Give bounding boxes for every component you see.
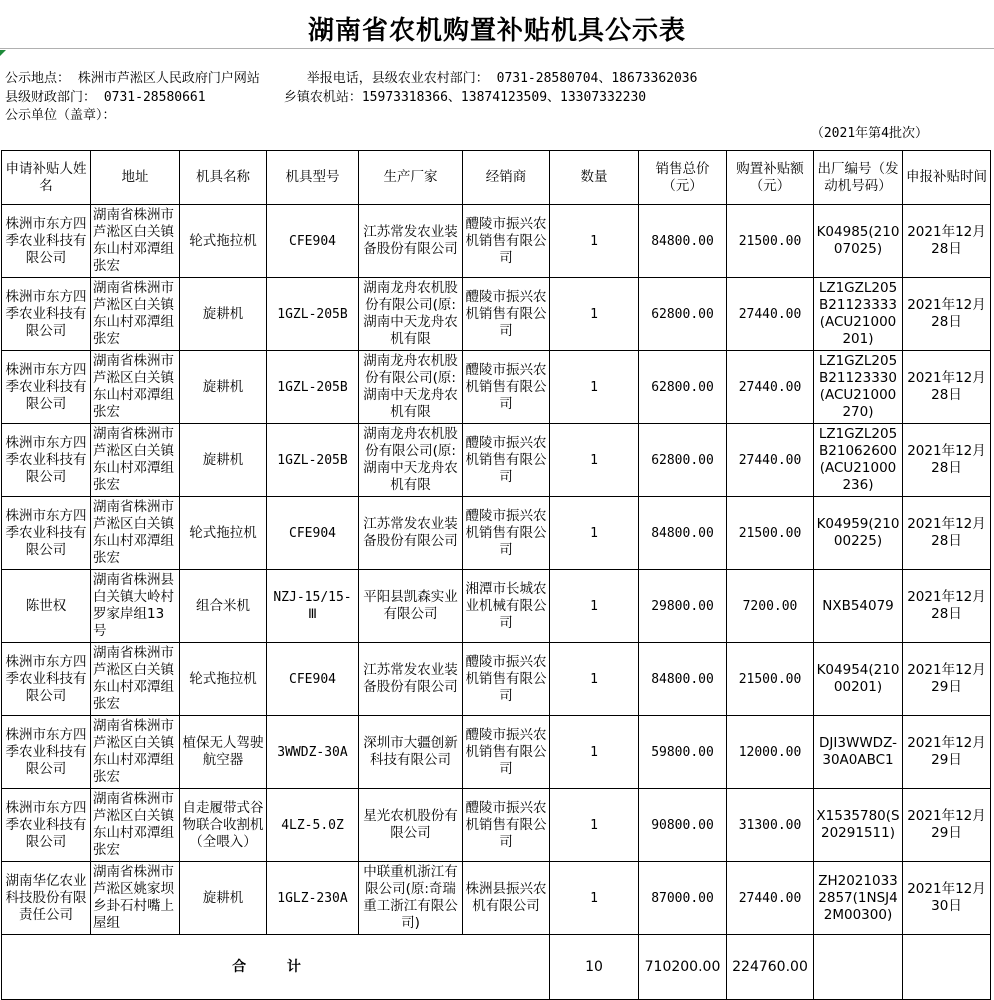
cell-manufacturer xyxy=(359,789,463,862)
cell-model: CFE904 xyxy=(267,643,359,716)
cell-model: CFE904 xyxy=(267,205,359,278)
cell-quantity: 1 xyxy=(550,205,639,278)
cell-dealer xyxy=(463,716,550,789)
header-serial: 出厂编号（发动机号码） xyxy=(814,151,903,205)
cell-serial: X1535780(S20291511) xyxy=(814,789,903,862)
header-machine-name: 机具名称 xyxy=(180,151,267,205)
cell-address-text: 湖南省株洲市芦淞区姚家坝乡卦石村嘴上屋组 xyxy=(93,864,174,931)
cell-machine-name: 轮式拖拉机 xyxy=(180,205,267,278)
cell-dealer-text: 醴陵市振兴农机销售有限公司 xyxy=(465,726,547,777)
cell-applicant: 湖南华亿农业科技股份有限责任公司 xyxy=(2,862,91,935)
cell-manufacturer-text: 平阳县凯森实业有限公司 xyxy=(363,589,458,622)
cell-manufacturer-text: 星光农机股份有限公司 xyxy=(363,808,458,841)
cell-sales-price: 62800.00 xyxy=(639,351,727,424)
table-row xyxy=(2,789,991,862)
header-quantity: 数量 xyxy=(550,151,639,205)
table-row xyxy=(2,643,991,716)
cell-dealer-text: 醴陵市振兴农机销售有限公司 xyxy=(465,434,547,485)
cell-model: CFE904 xyxy=(267,497,359,570)
cell-machine-name: 旋耕机 xyxy=(180,351,267,424)
cell-model: 1GZL-205B xyxy=(267,278,359,351)
info-line-finance: 县级财政部门： 0731-28580661 乡镇农机站：15973318366、13874123509、13307332230 xyxy=(5,90,647,105)
header-applicant: 申请补贴人姓名 xyxy=(2,151,91,205)
total-date-empty xyxy=(903,935,991,1000)
cell-model: NZJ-15/15-Ⅲ xyxy=(267,570,359,643)
cell-dealer-text: 醴陵市振兴农机销售有限公司 xyxy=(465,288,547,339)
cell-manufacturer-text: 中联重机浙江有限公司(原:奇瑞重工浙江有限公司) xyxy=(363,864,458,931)
cell-quantity: 1 xyxy=(550,278,639,351)
cell-manufacturer xyxy=(359,424,463,497)
cell-manufacturer-text: 湖南龙舟农机股份有限公司(原:湖南中天龙舟农机有限 xyxy=(363,280,458,347)
cell-manufacturer-text: 江苏常发农业装备股份有限公司 xyxy=(363,224,458,257)
cell-machine-name: 旋耕机 xyxy=(180,424,267,497)
cell-sales-price: 59800.00 xyxy=(639,716,727,789)
cell-model: 1GZL-205B xyxy=(267,351,359,424)
header-date: 申报补贴时间 xyxy=(903,151,991,205)
cell-dealer-text: 醴陵市振兴农机销售有限公司 xyxy=(465,507,547,558)
cell-dealer xyxy=(463,862,550,935)
cell-sales-price: 90800.00 xyxy=(639,789,727,862)
cell-model: 3WWDZ-30A xyxy=(267,716,359,789)
page-title: 湖南省农机购置补贴机具公示表 xyxy=(307,16,686,46)
cell-serial: NXB54079 xyxy=(814,570,903,643)
cell-manufacturer xyxy=(359,862,463,935)
total-quantity: 10 xyxy=(550,935,639,1000)
cell-date: 2021年12月28日 xyxy=(903,351,991,424)
cell-manufacturer-text: 湖南龙舟农机股份有限公司(原:湖南中天龙舟农机有限 xyxy=(363,426,458,493)
batch-label: （2021年第4批次） xyxy=(810,126,928,141)
header-manufacturer: 生产厂家 xyxy=(359,151,463,205)
table-row xyxy=(2,205,991,278)
cell-manufacturer-text: 湖南龙舟农机股份有限公司(原:湖南中天龙舟农机有限 xyxy=(363,353,458,420)
cell-address-text: 湖南省株洲市芦淞区白关镇东山村邓潭组张宏 xyxy=(93,207,174,274)
cell-quantity: 1 xyxy=(550,716,639,789)
cell-subsidy: 21500.00 xyxy=(727,643,814,716)
header-sales-price: 销售总价（元） xyxy=(639,151,727,205)
cell-date: 2021年12月28日 xyxy=(903,497,991,570)
cell-dealer xyxy=(463,278,550,351)
cell-corner-marker xyxy=(0,50,6,56)
total-label: 合 计 xyxy=(232,958,319,975)
cell-model: 4LZ-5.0Z xyxy=(267,789,359,862)
title-divider xyxy=(0,48,994,49)
cell-subsidy: 12000.00 xyxy=(727,716,814,789)
cell-manufacturer xyxy=(359,497,463,570)
cell-address-text: 湖南省株洲市芦淞区白关镇东山村邓潭组张宏 xyxy=(93,280,174,347)
cell-dealer xyxy=(463,570,550,643)
cell-manufacturer xyxy=(359,205,463,278)
cell-serial: LZ1GZL205B21062600(ACU21000236) xyxy=(814,424,903,497)
table-row xyxy=(2,424,991,497)
cell-serial: LZ1GZL205B21123330(ACU21000270) xyxy=(814,351,903,424)
cell-subsidy: 31300.00 xyxy=(727,789,814,862)
cell-machine-name: 旋耕机 xyxy=(180,278,267,351)
cell-address xyxy=(91,716,180,789)
cell-date: 2021年12月28日 xyxy=(903,278,991,351)
cell-dealer xyxy=(463,497,550,570)
table-row xyxy=(2,278,991,351)
header-dealer: 经销商 xyxy=(463,151,550,205)
cell-address-text: 湖南省株洲市芦淞区白关镇东山村邓潭组张宏 xyxy=(93,353,174,420)
cell-sales-price: 84800.00 xyxy=(639,205,727,278)
cell-dealer xyxy=(463,643,550,716)
cell-model: 1GLZ-230A xyxy=(267,862,359,935)
cell-sales-price: 29800.00 xyxy=(639,570,727,643)
cell-date: 2021年12月30日 xyxy=(903,862,991,935)
cell-serial: DJI3WWDZ-30A0ABC1 xyxy=(814,716,903,789)
info-line-unit: 公示单位（盖章）： xyxy=(5,108,116,123)
cell-subsidy: 7200.00 xyxy=(727,570,814,643)
cell-quantity: 1 xyxy=(550,351,639,424)
table-row xyxy=(2,862,991,935)
cell-subsidy: 27440.00 xyxy=(727,351,814,424)
cell-serial: ZH20210332857(1NSJ42M00300) xyxy=(814,862,903,935)
cell-date: 2021年12月29日 xyxy=(903,643,991,716)
cell-address xyxy=(91,789,180,862)
cell-dealer xyxy=(463,424,550,497)
cell-machine-name: 组合米机 xyxy=(180,570,267,643)
cell-manufacturer xyxy=(359,351,463,424)
cell-dealer-text: 醴陵市振兴农机销售有限公司 xyxy=(465,215,547,266)
total-serial-empty xyxy=(814,935,903,1000)
cell-applicant: 株洲市东方四季农业科技有限公司 xyxy=(2,716,91,789)
cell-address xyxy=(91,570,180,643)
cell-address-text: 湖南省株洲市芦淞区白关镇东山村邓潭组张宏 xyxy=(93,426,174,493)
cell-dealer-text: 醴陵市振兴农机销售有限公司 xyxy=(465,653,547,704)
cell-date: 2021年12月29日 xyxy=(903,789,991,862)
cell-applicant: 株洲市东方四季农业科技有限公司 xyxy=(2,351,91,424)
table-row xyxy=(2,716,991,789)
total-label-cell xyxy=(2,935,550,1000)
cell-model: 1GZL-205B xyxy=(267,424,359,497)
cell-dealer-text: 醴陵市振兴农机销售有限公司 xyxy=(465,361,547,412)
header-address: 地址 xyxy=(91,151,180,205)
cell-applicant: 株洲市东方四季农业科技有限公司 xyxy=(2,497,91,570)
subsidy-table xyxy=(1,150,991,1000)
table-row xyxy=(2,497,991,570)
cell-sales-price: 84800.00 xyxy=(639,497,727,570)
cell-applicant: 株洲市东方四季农业科技有限公司 xyxy=(2,278,91,351)
total-row xyxy=(2,935,991,1000)
cell-manufacturer-text: 江苏常发农业装备股份有限公司 xyxy=(363,662,458,695)
cell-address-text: 湖南省株洲市芦淞区白关镇东山村邓潭组张宏 xyxy=(93,499,174,566)
cell-applicant: 陈世权 xyxy=(2,570,91,643)
cell-address-text: 湖南省株洲县白关镇大岭村罗家岸组13号 xyxy=(93,572,174,639)
cell-date: 2021年12月28日 xyxy=(903,570,991,643)
cell-serial: K04959(21000225) xyxy=(814,497,903,570)
cell-subsidy: 21500.00 xyxy=(727,497,814,570)
cell-dealer-text: 株洲县振兴农机有限公司 xyxy=(465,881,547,914)
cell-serial: K04954(21000201) xyxy=(814,643,903,716)
header-subsidy: 购置补贴额（元） xyxy=(727,151,814,205)
cell-applicant: 株洲市东方四季农业科技有限公司 xyxy=(2,789,91,862)
cell-machine-name: 自走履带式谷物联合收割机（全喂入） xyxy=(180,789,267,862)
header-model: 机具型号 xyxy=(267,151,359,205)
cell-address xyxy=(91,351,180,424)
cell-dealer xyxy=(463,351,550,424)
cell-dealer-text: 湘潭市长城农业机械有限公司 xyxy=(465,580,547,631)
cell-address-text: 湖南省株洲市芦淞区白关镇东山村邓潭组张宏 xyxy=(93,718,174,785)
table-row xyxy=(2,570,991,643)
cell-date: 2021年12月29日 xyxy=(903,716,991,789)
cell-sales-price: 62800.00 xyxy=(639,278,727,351)
cell-subsidy: 27440.00 xyxy=(727,862,814,935)
cell-sales-price: 84800.00 xyxy=(639,643,727,716)
cell-machine-name: 旋耕机 xyxy=(180,862,267,935)
cell-dealer-text: 醴陵市振兴农机销售有限公司 xyxy=(465,799,547,850)
cell-applicant: 株洲市东方四季农业科技有限公司 xyxy=(2,205,91,278)
cell-quantity: 1 xyxy=(550,424,639,497)
cell-quantity: 1 xyxy=(550,789,639,862)
cell-machine-name: 轮式拖拉机 xyxy=(180,497,267,570)
total-sales: 710200.00 xyxy=(639,935,727,1000)
cell-manufacturer-text: 深圳市大疆创新科技有限公司 xyxy=(363,735,458,768)
cell-sales-price: 62800.00 xyxy=(639,424,727,497)
cell-quantity: 1 xyxy=(550,497,639,570)
cell-subsidy: 21500.00 xyxy=(727,205,814,278)
cell-address xyxy=(91,497,180,570)
cell-subsidy: 27440.00 xyxy=(727,424,814,497)
cell-address xyxy=(91,424,180,497)
table-header-row xyxy=(2,151,991,205)
cell-sales-price: 87000.00 xyxy=(639,862,727,935)
cell-address xyxy=(91,278,180,351)
cell-quantity: 1 xyxy=(550,643,639,716)
cell-dealer xyxy=(463,789,550,862)
info-line-location: 公示地点： 株洲市芦淞区人民政府门户网站 举报电话，县级农业农村部门： 0731-28580704、18673362036 xyxy=(5,71,698,86)
cell-subsidy: 27440.00 xyxy=(727,278,814,351)
cell-manufacturer xyxy=(359,570,463,643)
cell-machine-name: 轮式拖拉机 xyxy=(180,643,267,716)
cell-applicant: 株洲市东方四季农业科技有限公司 xyxy=(2,424,91,497)
cell-quantity: 1 xyxy=(550,862,639,935)
cell-address xyxy=(91,643,180,716)
table-row xyxy=(2,351,991,424)
total-subsidy: 224760.00 xyxy=(727,935,814,1000)
cell-serial: K04985(21007025) xyxy=(814,205,903,278)
cell-machine-name: 植保无人驾驶航空器 xyxy=(180,716,267,789)
cell-address xyxy=(91,862,180,935)
cell-manufacturer xyxy=(359,643,463,716)
cell-quantity: 1 xyxy=(550,570,639,643)
cell-manufacturer-text: 江苏常发农业装备股份有限公司 xyxy=(363,516,458,549)
cell-serial: LZ1GZL205B21123333(ACU21000201) xyxy=(814,278,903,351)
cell-dealer xyxy=(463,205,550,278)
cell-manufacturer xyxy=(359,716,463,789)
cell-date: 2021年12月28日 xyxy=(903,205,991,278)
cell-manufacturer xyxy=(359,278,463,351)
cell-address xyxy=(91,205,180,278)
cell-address-text: 湖南省株洲市芦淞区白关镇东山村邓潭组张宏 xyxy=(93,645,174,712)
cell-applicant: 株洲市东方四季农业科技有限公司 xyxy=(2,643,91,716)
cell-date: 2021年12月28日 xyxy=(903,424,991,497)
cell-address-text: 湖南省株洲市芦淞区白关镇东山村邓潭组张宏 xyxy=(93,791,174,858)
